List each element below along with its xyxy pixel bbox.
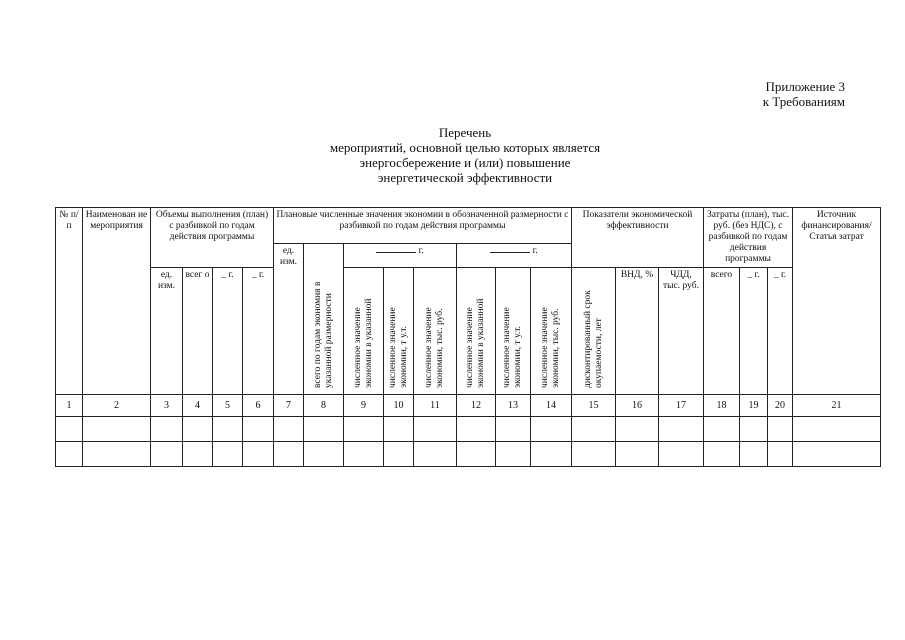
column-number: 8 — [304, 395, 344, 417]
header-costs-total: всего — [704, 268, 740, 395]
header-savings-total — [304, 244, 344, 395]
column-number: 16 — [616, 395, 659, 417]
header-costs: Затраты (план), тыс. руб. (без НДС), с разбивкой по годам действия программы — [704, 208, 793, 268]
header-savings-b-tce — [496, 268, 531, 395]
header-savings-a-tce — [384, 268, 414, 395]
header-savings-a-rub — [414, 268, 457, 395]
header-savings-b-rub — [531, 268, 572, 395]
column-number: 10 — [384, 395, 414, 417]
header-savings-a-rub-text: численное значение экономии, тыс. руб. — [424, 307, 445, 388]
column-number: 5 — [213, 395, 243, 417]
header-savings-b-units-text: численное значение экономии в указанной — [465, 298, 486, 388]
header-savings-a-units-text: численное значение экономии в указанной — [352, 298, 374, 388]
column-number-row — [56, 395, 881, 417]
title-line-1: Перечень — [438, 125, 492, 140]
appendix-reference — [763, 79, 845, 109]
column-number: 6 — [243, 395, 274, 417]
column-number: 1 — [56, 395, 83, 417]
header-year-a-suffix: г. — [418, 246, 424, 256]
column-number: 7 — [274, 395, 304, 417]
column-number: 17 — [659, 395, 704, 417]
column-number: 20 — [768, 395, 793, 417]
header-year-a — [344, 244, 457, 268]
header-year-b-suffix: г. — [532, 246, 538, 256]
column-number: 13 — [496, 395, 531, 417]
header-payback — [572, 268, 616, 395]
header-npv: ЧДД, тыс. руб. — [659, 268, 704, 395]
column-number: 19 — [740, 395, 768, 417]
table-row — [56, 442, 881, 467]
column-number: 21 — [793, 395, 881, 417]
header-savings-a-units — [344, 268, 384, 395]
header-savings-b-tce-text: численное значение экономии, т у.т. — [502, 307, 523, 388]
header-economic-efficiency: Показатели экономической эффективности — [572, 208, 704, 268]
title-line-4: энергетической эффективности — [377, 170, 553, 185]
document-title — [255, 125, 675, 185]
column-number: 4 — [183, 395, 213, 417]
header-volumes-year-1: _ г. — [213, 268, 243, 395]
header-savings: Плановые численные значения экономии в обозначенной размерности с разбивкой по годам действия программы — [274, 208, 572, 244]
header-savings-b-rub-text: численное значение экономии, тыс. руб. — [540, 307, 561, 388]
appendix-line-1: Приложение 3 — [765, 79, 845, 94]
header-volumes-year-2: _ г. — [243, 268, 274, 395]
column-number: 3 — [151, 395, 183, 417]
column-number: 11 — [414, 395, 457, 417]
column-number: 2 — [83, 395, 151, 417]
header-savings-total-text: всего по годам экономия в указанной размерности — [312, 281, 334, 388]
column-number: 12 — [457, 395, 496, 417]
header-savings-a-tce-text: численное значение экономии, т у.т. — [387, 307, 409, 388]
table-row — [56, 417, 881, 442]
title-line-2: мероприятий, основной целью которых является — [329, 140, 601, 155]
header-savings-b-units — [457, 268, 496, 395]
header-payback-text: дисконтированный срок окупаемости, лет — [582, 290, 604, 388]
column-number: 15 — [572, 395, 616, 417]
header-volumes-unit: ед. изм. — [151, 268, 183, 395]
column-number: 9 — [344, 395, 384, 417]
header-number: № п/п — [56, 208, 83, 395]
header-volumes: Объемы выполнения (план) с разбивкой по годам действия программы — [151, 208, 274, 268]
measures-table — [55, 207, 881, 467]
header-year-b — [457, 244, 572, 268]
column-number: 14 — [531, 395, 572, 417]
header-costs-year-2: _ г. — [768, 268, 793, 395]
appendix-line-2: к Требованиям — [762, 94, 845, 109]
column-number: 18 — [704, 395, 740, 417]
header-savings-unit: ед. изм. — [274, 244, 304, 395]
header-costs-year-1: _ г. — [740, 268, 768, 395]
header-funding-source: Источник финансирования/ Статья затрат — [793, 208, 881, 395]
header-volumes-total: всег о — [183, 268, 213, 395]
title-line-3: энергосбережение и (или) повышение — [359, 155, 571, 170]
header-measure-name: Наименован ие мероприятия — [83, 208, 151, 395]
header-irr: ВНД, % — [616, 268, 659, 395]
